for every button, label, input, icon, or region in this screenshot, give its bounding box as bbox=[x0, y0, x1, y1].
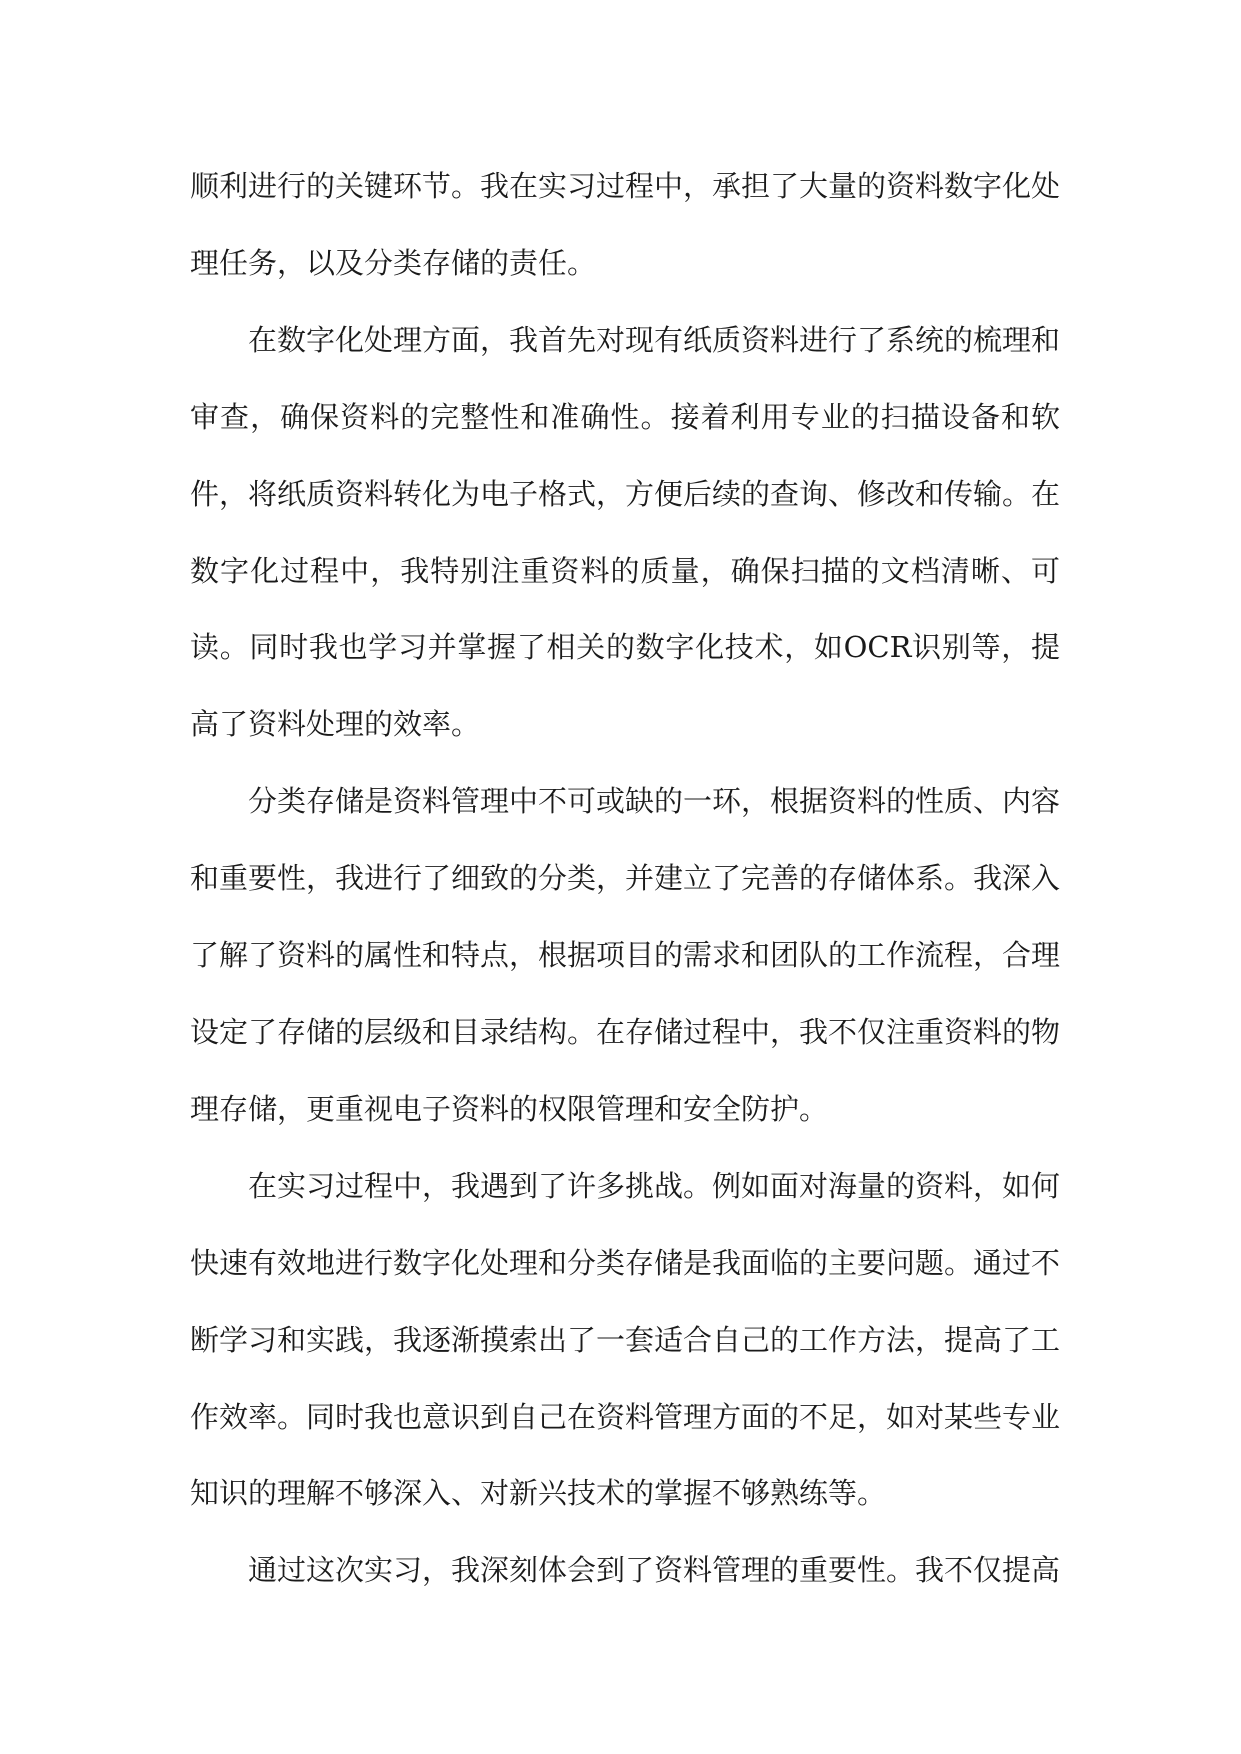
paragraph-challenges: 在实习过程中，我遇到了许多挑战。例如面对海量的资料，如何快速有效地进行数字化处理和分类存储是我面临的主要问题。通过不断学习和实践，我逐渐摸索出了一套适合自己的工作方法，提高了工作效率。同时我也意识到自己在资料管理方面的不足，如对某些专业知识的理解不够深入、对新兴技术的掌握不够熟练等。 bbox=[190, 1168, 1061, 1511]
body-text bbox=[190, 148, 1060, 1609]
paragraph-digitization: 在数字化处理方面，我首先对现有纸质资料进行了系统的梳理和审查，确保资料的完整性和准确性。接着利用专业的扫描设备和软件，将纸质资料转化为电子格式，方便后续的查询、修改和传输。在数字化过程中，我特别注重资料的质量，确保扫描的文档清晰、可读。同时我也学习并掌握了相关的数字化技术，如OCR识别等，提高了资料处理的效率。 bbox=[190, 322, 1061, 742]
paragraph-classified-storage: 分类存储是资料管理中不可或缺的一环，根据资料的性质、内容和重要性，我进行了细致的分类，并建立了完善的存储体系。我深入了解了资料的属性和特点，根据项目的需求和团队的工作流程，合理设定了存储的层级和目录结构。在存储过程中，我不仅注重资料的物理存储，更重视电子资料的权限管理和安全防护。 bbox=[190, 784, 1061, 1126]
paragraph-continuation: 顺利进行的关键环节。我在实习过程中，承担了大量的资料数字化处理任务，以及分类存储的责任。 bbox=[190, 169, 1061, 280]
paragraph-reflection: 通过这次实习，我深刻体会到了资料管理的重要性。我不仅提高 bbox=[248, 1553, 1061, 1588]
